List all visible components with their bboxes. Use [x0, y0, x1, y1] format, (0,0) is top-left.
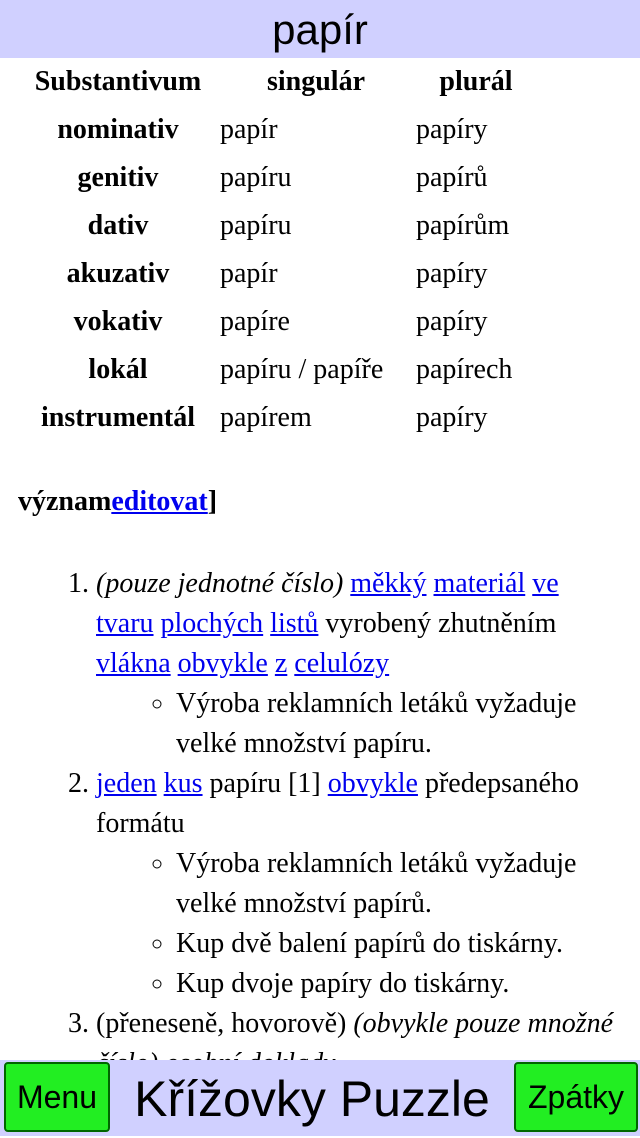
table-row — [18, 346, 538, 394]
example-sentence: ◦ Kup dvě balení papírů do tiskárny. — [176, 924, 622, 964]
case-name: vokativ — [73, 306, 163, 337]
header-singular: singulár — [266, 66, 366, 97]
meaning-item-2 — [96, 764, 622, 1004]
table-row — [18, 154, 538, 202]
singular-form: papíre — [220, 306, 290, 337]
word-link[interactable]: ve — [532, 568, 559, 599]
case-name: akuzativ — [66, 258, 170, 289]
example-sentence: ◦ Výroba reklamních letáků vyžaduje velké množství papírů. — [176, 844, 622, 924]
case-name: instrumentál — [41, 402, 195, 433]
plural-form: papíry — [416, 402, 488, 433]
plural-form: papíry — [416, 114, 488, 145]
back-button[interactable]: Zpátky — [514, 1062, 638, 1132]
word-link[interactable]: listů — [270, 608, 319, 639]
singular-form: papír — [220, 114, 278, 145]
singular-form: papíru — [220, 162, 292, 193]
example-sentence: ◦ Výroba reklamních letáků vyžaduje velké množství papíru. — [176, 684, 622, 764]
plural-form: papírům — [416, 210, 510, 241]
page-title-bar — [0, 0, 640, 58]
plural-form: papírů — [416, 162, 488, 193]
definition-text: papíru [1] — [209, 768, 321, 799]
case-name: dativ — [87, 210, 149, 241]
page-title: papír — [272, 6, 368, 53]
heading-bracket: ] — [207, 486, 218, 517]
word-link[interactable]: vlákna — [96, 648, 171, 679]
definition-text: vyrobený zhutněním — [325, 608, 557, 639]
word-link[interactable]: kus — [163, 768, 203, 799]
app-name: Křížovky Puzzle — [134, 1071, 490, 1127]
header-substantivum: Substantivum — [34, 66, 202, 97]
example-sentence: ◦ Kup dvoje papíry do tiskárny. — [176, 964, 622, 1004]
declension-table — [18, 58, 538, 442]
plural-form: papíry — [416, 306, 488, 337]
case-name: nominativ — [57, 114, 179, 145]
singular-form: papírem — [220, 402, 312, 433]
table-row — [18, 394, 538, 442]
word-link[interactable]: z — [274, 648, 288, 679]
table-row — [18, 106, 538, 154]
singular-form: papír — [220, 258, 278, 289]
declension-header-row — [18, 58, 538, 106]
singular-form: papíru — [220, 210, 292, 241]
word-link[interactable]: celulózy — [294, 648, 390, 679]
singular-form: papíru / papíře — [220, 354, 384, 385]
meaning-item-1 — [96, 564, 622, 764]
example-list — [96, 684, 622, 764]
bottom-toolbar — [0, 1060, 640, 1136]
plural-form: papírech — [416, 354, 513, 385]
header-plural: plurál — [439, 66, 513, 97]
word-link[interactable]: tvaru — [96, 608, 154, 639]
edit-link[interactable]: editovat — [111, 486, 208, 517]
word-link[interactable]: obvykle — [177, 648, 268, 679]
word-link[interactable]: měkký — [350, 568, 427, 599]
usage-note: (pouze jednotné číslo) — [96, 568, 344, 599]
definition-text: (přeneseně, hovorově) — [96, 1008, 347, 1039]
word-link[interactable]: jeden — [96, 768, 157, 799]
example-list — [96, 844, 622, 1004]
table-row — [18, 202, 538, 250]
definition-text: předepsaného formátu — [96, 768, 579, 839]
meaning-list — [0, 564, 622, 1084]
table-row — [18, 250, 538, 298]
content-area[interactable] — [0, 58, 640, 1060]
word-link[interactable]: plochých — [160, 608, 264, 639]
plural-form: papíry — [416, 258, 488, 289]
case-name: lokál — [88, 354, 148, 385]
meaning-heading-label: význam — [18, 486, 112, 517]
meaning-section-heading — [18, 486, 217, 518]
case-name: genitiv — [77, 162, 159, 193]
usage-note: (obvykle pouze množné — [353, 1008, 614, 1039]
menu-button[interactable]: Menu — [4, 1062, 110, 1132]
word-link[interactable]: materiál — [433, 568, 526, 599]
word-link[interactable]: obvykle — [327, 768, 418, 799]
table-row — [18, 298, 538, 346]
